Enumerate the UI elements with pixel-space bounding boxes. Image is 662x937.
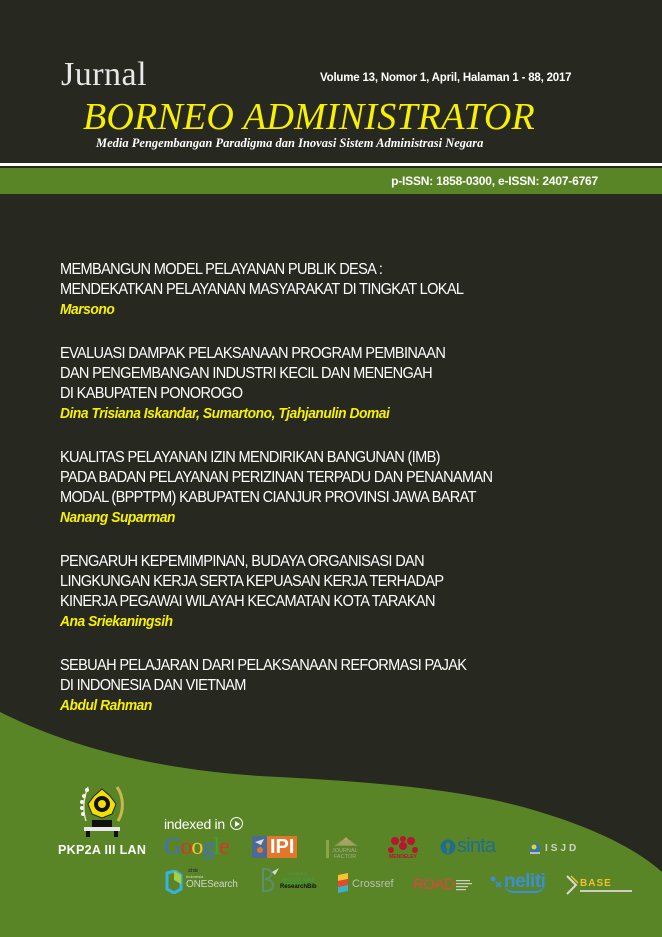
neliti-text: neliti — [504, 871, 546, 892]
isjd-logo[interactable] — [528, 841, 579, 855]
researchbib-bird-icon — [260, 866, 280, 894]
publisher-name: PKP2A III LAN — [58, 843, 147, 857]
mendeley-logo[interactable] — [387, 836, 419, 860]
indexed-label-text: indexed in — [164, 816, 225, 832]
base-text: BASE — [580, 878, 612, 889]
ipi-logo[interactable] — [252, 836, 297, 858]
journal-subtitle: Media Pengembangan Paradigma dan Inovasi Sistem Administrasi Negara — [96, 136, 484, 150]
lan-emblem-icon — [72, 783, 132, 843]
journal-prefix: Jurnal — [61, 56, 148, 93]
google-scholar-logo[interactable] — [164, 834, 229, 874]
onesearch-text: ONESearch — [186, 879, 238, 890]
base-logo[interactable] — [566, 875, 632, 895]
article-author: Dina Trisiana Iskandar, Sumartono, Tjahjanulin Domai — [60, 405, 390, 422]
sinta-tree-icon — [440, 838, 456, 856]
neliti-logo[interactable] — [490, 873, 545, 893]
researchbib-text: ResearchBib — [280, 883, 317, 890]
mendeley-text: MENDELEY — [389, 854, 417, 860]
article-author: Nanang Suparman — [60, 509, 176, 526]
article-author: Ana Sriekaningsih — [60, 613, 173, 630]
article-title: SEBUAH PELAJARAN DARI PELAKSANAAN REFORMASI PAJAK DI INDONESIA DAN VIETNAM — [60, 657, 467, 694]
crossref-text: Crossref — [352, 878, 394, 890]
logo-letter: g — [202, 834, 214, 860]
article-title: EVALUASI DAMPAK PELAKSANAAN PROGRAM PEMBINAAN DAN PENGEMBANGAN INDUSTRI KECIL DAN MENENGAH DI KABUPATEN PONOROGO — [60, 345, 446, 402]
article-author: Abdul Rahman — [60, 697, 152, 714]
indexed-in-label — [164, 816, 243, 832]
journal-factor-icon — [324, 836, 368, 860]
article-title: PENGARUH KEPEMIMPINAN, BUDAYA ORGANISASI DAN LINGKUNGAN KERJA SERTA KEPUASAN KERJA TERHADAP KINERJA PEGAWAI WILAYAH KECAMATAN KOTA TARAKAN — [60, 553, 444, 610]
logo-letter: e — [219, 834, 229, 860]
ipi-icon — [252, 836, 267, 858]
issn-text: p-ISSN: 1858-0300, e-ISSN: 2407-6767 — [391, 174, 598, 188]
logo-letter: o — [180, 834, 192, 860]
researchbib-logo[interactable] — [260, 866, 317, 894]
ipi-text: IPI — [267, 836, 297, 858]
article-title: MEMBANGUN MODEL PELAYANAN PUBLIK DESA : MENDEKATKAN PELAYANAN MASYARAKAT DI TINGKAT LOKAL — [60, 261, 464, 298]
article-title: KUALITAS PELAYANAN IZIN MENDIRIKAN BANGUNAN (IMB) PADA BADAN PELAYANAN PERIZINAN TERPADU DAN PENANAMAN MODAL (BPPTPM) KABUPATEN CIANJUR PROVINSI JAWA BARAT — [60, 449, 493, 506]
crossref-icon — [336, 873, 350, 895]
sinta-logo[interactable] — [440, 835, 495, 858]
journal-title: BORNEO ADMINISTRATOR — [83, 96, 535, 138]
volume-info: Volume 13, Nomor 1, April, Halaman 1 - 88, 2017 — [320, 72, 572, 84]
base-subtext-line — [580, 890, 632, 892]
scholar-label: scholar — [188, 868, 198, 874]
road-lines-icon — [456, 879, 472, 891]
researchbib-subtext: Academic Resource Index — [282, 870, 314, 882]
logo-letter: o — [191, 834, 203, 860]
onesearch-logo[interactable] — [164, 870, 238, 894]
crossref-logo[interactable] — [336, 873, 394, 895]
svg-text:FACTOR: FACTOR — [334, 854, 357, 860]
logo-letter: G — [164, 834, 181, 860]
isjd-text: ISJD — [545, 842, 580, 854]
neliti-dots-icon — [490, 876, 504, 890]
mendeley-icon — [387, 836, 419, 854]
road-text: ROAD — [413, 876, 455, 893]
journal-factor-logo[interactable] — [324, 836, 368, 860]
svg-text:JOURNAL: JOURNAL — [332, 848, 358, 854]
article-author: Marsono — [60, 301, 115, 318]
sinta-text: sinta — [457, 835, 496, 857]
onesearch-subtext: Indonesia — [186, 874, 204, 879]
isjd-globe-icon — [528, 841, 542, 855]
play-circle-icon — [230, 817, 243, 830]
logo-letter: l — [213, 834, 220, 860]
onesearch-icon — [164, 870, 184, 894]
road-logo[interactable] — [413, 876, 472, 893]
base-chevron-icon — [566, 875, 580, 895]
